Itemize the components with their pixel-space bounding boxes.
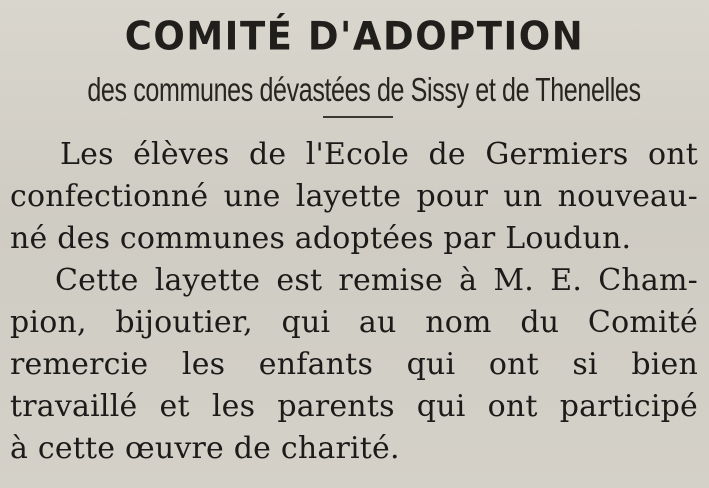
article-subtitle xyxy=(0,70,709,110)
article-title: COMITÉ D'ADOPTION xyxy=(124,13,585,60)
paragraph-1-line-3: né des communes adoptées par Loudun. xyxy=(10,221,632,256)
paragraph-2-line-1: Cette layette est remise à M. E. Cham- xyxy=(55,263,698,298)
paragraph-1-line-2: confectionné une layette pour un nouveau- xyxy=(10,179,698,214)
paragraph-2-line-5: à cette œuvre de charité. xyxy=(10,431,400,466)
article-body xyxy=(10,134,698,470)
paragraph-1-line-1: Les élèves de l'Ecole de Germiers ont xyxy=(60,137,698,172)
paragraph-2-line-3: remercie les enfants qui ont si bien xyxy=(10,347,698,382)
title-divider xyxy=(323,116,393,118)
paragraph-2-line-4: travaillé et les parents qui ont participé xyxy=(10,389,698,424)
paragraph-2-line-2: pion, bijoutier, qui au nom du Comité xyxy=(10,305,698,340)
subtitle-text: des communes dévastées de Sissy et de Thenelles xyxy=(87,71,641,108)
